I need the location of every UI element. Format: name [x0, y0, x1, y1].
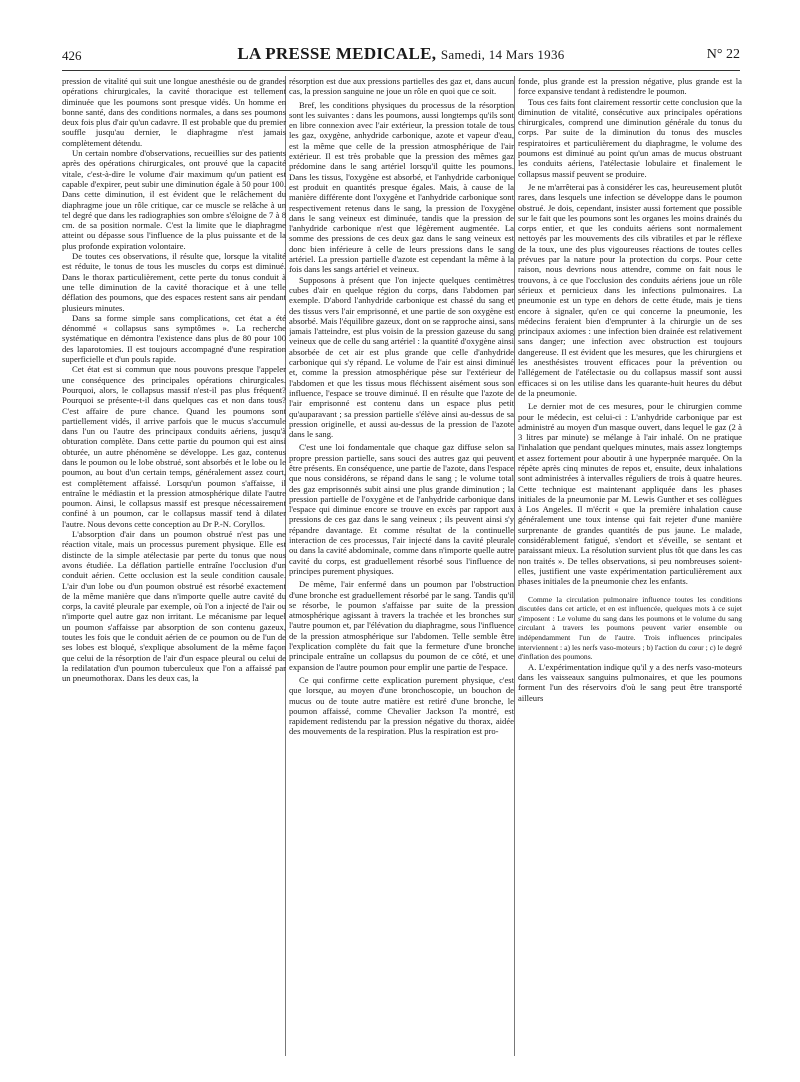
paragraph: A. L'expérimentation indique qu'il y a des nerfs vaso-moteurs dans les vaisseaux sanguins pulmonaires, et que les poumons forment l'un des réservoirs d'où le sang peut être transporté ailleurs: [518, 661, 742, 703]
page-number: 426: [62, 48, 82, 63]
journal-title: LA PRESSE MEDICALE,: [237, 44, 437, 63]
paragraph: Ce qui confirme cette explication purement physique, c'est que lorsque, au moyen d'une bronchoscopie, un bouchon de mucus ou de toute autre matière est retiré d'une bronche, le poumon affaissé, comme Chevalier Jackson l'a montré, est rapidement redistendu par la pression négative du thorax, aidée des mouvements de la respiration. Plus la respiration est pro-: [289, 674, 514, 737]
paragraph: Comme la circulation pulmonaire influence toutes les conditions discutées dans cet article, et en est influencée, quelques mots à ce sujet s'imposent : Le volume du sang dans les poumons et le volume du sang circulant à travers les poumons peuvent varier ensemble ou indépendamment l'un de l'autre. Trois influences principales interviennent : a) les nerfs vaso-moteurs ; b) l'action du cœur ; c) le degré d'inflation des poumons.: [518, 594, 742, 662]
paragraph: De même, l'air enfermé dans un poumon par l'obstruction d'une bronche est graduellement résorbé par le sang. Tandis qu'il se résorbe, le poumon s'affaisse par suite de la pression atmosphérique agissant à travers la trachée et les bronches sur l'autre poumon et, par l'élévation du diaphragme, sous l'influence de la pression atmosphérique sur l'abdomen. Telle semble être l'explication complète du fait que la fermeture d'une bronche principale entraîne un collapsus du poumon de ce côté, et une expansion de l'autre poumon pour emplir une partie de l'espace.: [289, 579, 514, 672]
paragraph: pression de vitalité qui suit une longue anesthésie ou de grandes opérations chirurgicales, la cavité thoracique est tellement diminuée que les poumons sont presque vidés. Un homme en bonne santé, dans des conditions normales, a dans ses poumons deux fois plus d'air qu'un cadavre. Il est probable que du premier souffle jusqu'au dernier, le diaphragme n'est jamais complètement détendu.: [62, 76, 286, 148]
paragraph: Supposons à présent que l'on injecte quelques centimètres cubes d'air en quelque région du corps, dans l'abdomen par exemple. D'abord l'anhydride carbonique est chassé du sang et des tissus vers l'air emprisonné, et une partie de son oxygène est absorbé. Mais l'équilibre gazeux, dont on se rapproche ainsi, sans jamais l'atteindre, est plus voisin de la pression gazeuse du sang veineux que de celle du sang artériel : la quantité d'oxygène ainsi absorbée de cet air est plus grande que celle d'anhydride carbonique qui s'y répand. Le volume de l'air est ainsi diminué et, comme la pression atmosphérique pèse sur l'extérieur de l'abdomen et que les tissus mous fléchissent aisément sous son influence, l'espace se trouve diminué. Il en résulte que l'azote de l'air emprisonné est contenu dans un espace plus petit qu'auparavant ; sa pression partielle s'élève ainsi au-dessus de sa pression originelle, et aussi au-dessus de la pression de l'azote dans le sang.: [289, 274, 514, 440]
paragraph: C'est une loi fondamentale que chaque gaz diffuse selon sa propre pression partielle, sans souci des autres gaz qui peuvent être présents. En conséquence, une partie de l'azote, dans l'espace que nous considérons, se répand dans le sang ; le volume total des gaz emprisonnés subit ainsi une plus grande diminution ; la pression partielle de l'oxygène et de l'anhydride carbonique dans l'espace qui diminue encore se trouve en excès par rapport aux pressions de ces gaz dans le sang veineux ; ils peuvent ainsi s'y répandre davantage. Et comme résultat de la continuelle interaction de ces processus, l'air injecté dans la cavité pleurale ou dans la cavité abdominale, comme dans n'importe quelle autre cavité du corps, est graduellement résorbé sous l'influence de principes purement physiques.: [289, 442, 514, 576]
paragraph: Tous ces faits font clairement ressortir cette conclusion que la diminution de vitalité, consécutive aux principales opérations chirurgicales, comprend une diminution générale du tonus du corps. Par suite de la diminution du tonus des muscles respiratoires et particulièrement du diaphragme, le volume des poumons est diminué au point qu'un amas de mucus obstruant les conduits aériens, l'atélectasie lobulaire et finalement le collapsus massif peuvent se produire.: [518, 96, 742, 179]
column-2: [289, 76, 514, 1066]
paragraph: Un certain nombre d'observations, recueillies sur des patients après des opérations chirurgicales, ont prouvé que la capacité vitale, c'est-à-dire le volume d'air maximum qu'un patient est capable d'expirer, peut subir une diminution égale à 50 pour 100. Dans cette diminution, il est évident que le relâchement du diaphragme joue un rôle critique, car ce muscle se relâche à un tel degré que dans les radiographies son ombre s'éloigne de 7 à 8 cm. de sa position normale. C'est la limite que le diaphragme atteint ou dépasse sous l'influence de la plus puissante et de la plus profonde expiration volontaire.: [62, 148, 286, 251]
column-1: [62, 76, 286, 1066]
running-header: [62, 44, 740, 68]
running-title: [62, 44, 740, 64]
header-rule: [62, 70, 740, 71]
paragraph: résorption est due aux pressions partielles des gaz et, dans aucun cas, la pression sanguine ne joue un rôle en quoi que ce soit.: [289, 76, 514, 97]
paragraph: Dans sa forme simple sans complications, cet état a été dénommé « collapsus sans symptômes ». La recherche systématique en démontra l'existence dans plus de 80 pour 100 des laparotomies. Il est toujours accompagné d'une respiration superficielle et d'un pouls rapide.: [62, 312, 286, 365]
paragraph: Je ne m'arrêterai pas à considérer les cas, heureusement plutôt rares, dans lesquels une infection se développe dans le poumon obstrué. Je dois, cependant, insister aussi fortement que possible sur le fait que les poumons sont les organes les moins drainés du corps entier, et que les conduits aériens sont normalement nettoyés par les mouvements des cils vibratiles et par le réflexe de la toux, une des plus vigoureuses réactions de toutes celles prévues par la nature pour la protection du corps. Pour cette raison, nous devrions nous attendre, comme on fait nous le trouvons, à ce que l'occlusion des conduits aériens joue un rôle sérieux et pernicieux dans les infections pulmonaires. La pneumonie est un type en dehors de cette étude, mais je tiens encore à signaler, qu'en ce qui concerne la pneumonie, les médecins feraient bien d'emprunter à la chirurgie un de ses principaux axiomes : une infection bien drainée est relativement sans danger; une infection avec obstruction est toujours dangereuse. Il est évident que les mesures, que les chirurgiens et les anesthésistes trouvent efficaces pour la prévention ou l'allégement de l'atélectasie ou du collapsus massif sont aussi efficaces si on les utilise dans les quarante-huit heures du début de la pneumonie.: [518, 181, 742, 398]
paragraph: fonde, plus grande est la pression négative, plus grande est la force expansive tendant à redistendre le poumon.: [518, 76, 742, 97]
issue-date: Samedi, 14 Mars 1936: [440, 47, 565, 62]
issue-number: N° 22: [706, 47, 740, 62]
paragraph: Bref, les conditions physiques du processus de la résorption sont les suivantes : dans les poumons, aussi longtemps qu'ils sont en libre connexion avec l'air extérieur, la pression totale de tous les gaz, oxygène, anhydride carbonique, azote et vapeur d'eau, est la même que celle de la pression atmosphérique de l'air extérieur. Il est très probable que la pression des mêmes gaz prédomine dans le sang artériel lorsqu'il quitte les poumons. Dans les tissus, l'oxygène est absorbé, et l'anhydride carbonique est produit en quantités presque égales. Mais, à cause de la manière différente dont l'oxygène et l'anhydride carbonique sont respectivement retenus dans le sang, la pression de l'oxygène dans le sang veineux est diminuée, tandis que la pression de l'anhydride carbonique n'est que légèrement augmentée. La somme des pressions de ces deux gaz dans le sang veineux est donc bien inférieure à celle de leurs pressions dans le sang artériel. La pression partielle d'azote est cependant la même à la fois dans les sangs artériel et veineux.: [289, 99, 514, 275]
paragraph: Le dernier mot de ces mesures, pour le chirurgien comme pour le médecin, est celui-ci : L'anhydride carbonique par est administré au moyen d'un masque ouvert, dans lequel le gaz (2 à 3 litres par minute) se mélange à l'air inhalé. On ne pratique l'inhalation que pendant quelques minutes, mais assez longtemps et assez fortement pour aboutir à une hyperpnée marquée. On la répète après cinq minutes de repos et, ensuite, deux inhalations sont administrées à intervalles réguliers de trois à quatre heures. Cette technique est maintenant appliquée dans les phases initiales de la pneumonie par M. Lewis Gunther et ses collègues à Los Angeles. Il m'écrit « que la première inhalation cause généralement une toux intense qui fait rejeter d'une manière surprenante de grandes quantités de pus jaune. Le malade, considérablement fatigué, s'endort et s'éveille, se sentant et paraissant mieux. La résolution survient plus tôt que dans les cas non traités ». De telles observations, si peu nombreuses soient-elles, justifient une vaste expérimentation particulièrement aux phases initiales de la pneumonie chez les enfants.: [518, 401, 742, 587]
column-divider: [514, 76, 515, 1056]
column-3: [518, 76, 742, 1066]
paragraph: Cet état est si commun que nous pouvons presque l'appeler une conséquence des principales opérations chirurgicales. Pourquoi, alors, le collapsus massif n'est-il pas plus fréquent? Pourquoi se présente-t-il dans quelques cas et non dans tous? C'est affaire de pure chance. Quand les poumons sont partiellement vidés, il arrive parfois que le mucus s'accumule dans l'un ou l'autre des principaux conduits aériens, jusqu'à obturation complète. Dans cette partie du poumon qui est ainsi obturée, un autre phénomène se développe. Les gaz, contenus dans le poumon ou le lobe obstrué, sont absorbés et le lobe ou le poumon, au bout d'un certain temps, généralement assez court, est complètement affaissé. Lorsqu'un poumon s'affaisse, il entraîne le médiastin et la pression atmosphérique dilate l'autre poumon. Ainsi, le collapsus massif est presque nécessairement confiné à un poumon, car le collapsus massif tend à dilater l'autre. Nous devons cette conception au Dr P.-N. Coryllos.: [62, 364, 286, 529]
paragraph: L'absorption d'air dans un poumon obstrué n'est pas une réaction vitale, mais un processus purement physique. Elle est distincte de la simple atélectasie par perte du tonus que nous avons étudiée. La déflation partielle entraîne l'occlusion d'un conduit aérien. Cette occlusion est la seule condition causale. L'air d'un lobe ou d'un poumon obstrué est résorbé exactement de la même manière que dans n'importe quelle autre cavité du corps, la cavité pleurale par exemple, où l'on a injecté de l'air ou n'importe quel autre gaz non irritant. Le mécanisme par lequel un poumon s'affaisse par absorption de son contenu gazeux, toutes les fois que le conduit aérien de ce poumon ou de l'un de ses lobes est bloqué, s'explique absolument de la même façon que celui de la résorption de l'air d'un espace pleural ou celui de la redilatation d'un poumon tuberculeux que l'on a affaissé par un pneumothorax. Dans les deux cas, la: [62, 529, 286, 684]
paragraph: De toutes ces observations, il résulte que, lorsque la vitalité est réduite, le tonus de tous les muscles du corps est diminué. Dans le thorax particulièrement, cette perte du tonus conduit à une telle diminution de la cavité thoracique et à une telle déflation des poumons, que des espaces restent sans air pendant plusieurs minutes.: [62, 251, 286, 313]
